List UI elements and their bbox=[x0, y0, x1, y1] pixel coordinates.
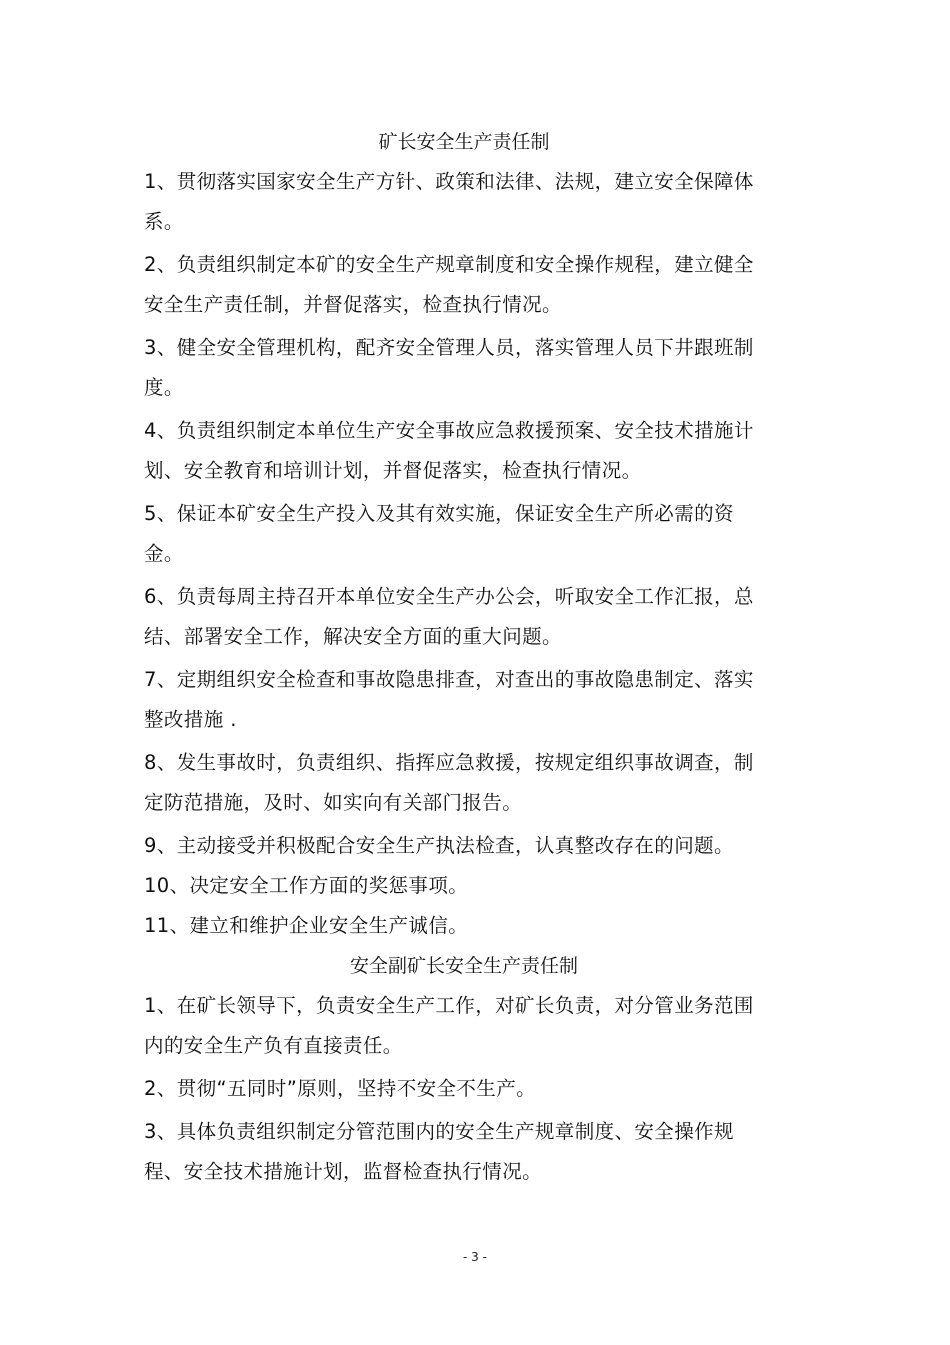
paragraph: 5、保证本矿安全生产投入及其有效实施，保证安全生产所必需的资金。 bbox=[144, 502, 734, 565]
paragraph: 9、主动接受并积极配合安全生产执法检查，认真整改存在的问题。 bbox=[144, 834, 734, 857]
paragraph: 2、贯彻“五同时”原则，坚持不安全不生产。 bbox=[144, 1077, 537, 1100]
paragraph: 8、发生事故时，负责组织、指挥应急救援，按规定组织事故调查，制定防范措施，及时、如实向有关部门报告。 bbox=[144, 751, 754, 814]
section-title-safety-deputy-director: 安全副矿长安全生产责任制 bbox=[349, 955, 578, 977]
paragraph: 2、负责组织制定本矿的安全生产规章制度和安全操作规程，建立健全安全生产责任制，并督促落实，检查执行情况。 bbox=[144, 253, 754, 316]
document-body bbox=[144, 122, 768, 1195]
paragraph: 4、负责组织制定本单位生产安全事故应急救援预案、安全技术措施计划、安全教育和培训计划，并督促落实，检查执行情况。 bbox=[144, 419, 754, 482]
paragraph: 1、在矿长领导下，负责安全生产工作，对矿长负责，对分管业务范围内的安全生产负有直接责任。 bbox=[144, 994, 754, 1057]
paragraph: 10、决定安全工作方面的奖惩事项。 bbox=[144, 874, 469, 897]
page-number: - 3 - bbox=[463, 1250, 487, 1264]
paragraph: 7、定期组织安全检查和事故隐患排查，对查出的事故隐患制定、落实整改措施 . bbox=[144, 668, 754, 731]
paragraph: 3、具体负责组织制定分管范围内的安全生产规章制度、安全操作规程、安全技术措施计划，监督检查执行情况。 bbox=[144, 1120, 734, 1183]
paragraph: 6、负责每周主持召开本单位安全生产办公会，听取安全工作汇报，总结、部署安全工作，解决安全方面的重大问题。 bbox=[144, 585, 754, 648]
section-title-mine-director: 矿长安全生产责任制 bbox=[378, 131, 550, 153]
paragraph: 3、健全安全管理机构，配齐安全管理人员，落实管理人员下井跟班制度。 bbox=[144, 336, 754, 399]
paragraph: 11、建立和维护企业安全生产诚信。 bbox=[144, 914, 469, 937]
paragraph: 1、贯彻落实国家安全生产方针、政策和法律、法规，建立安全保障体系。 bbox=[144, 170, 754, 233]
